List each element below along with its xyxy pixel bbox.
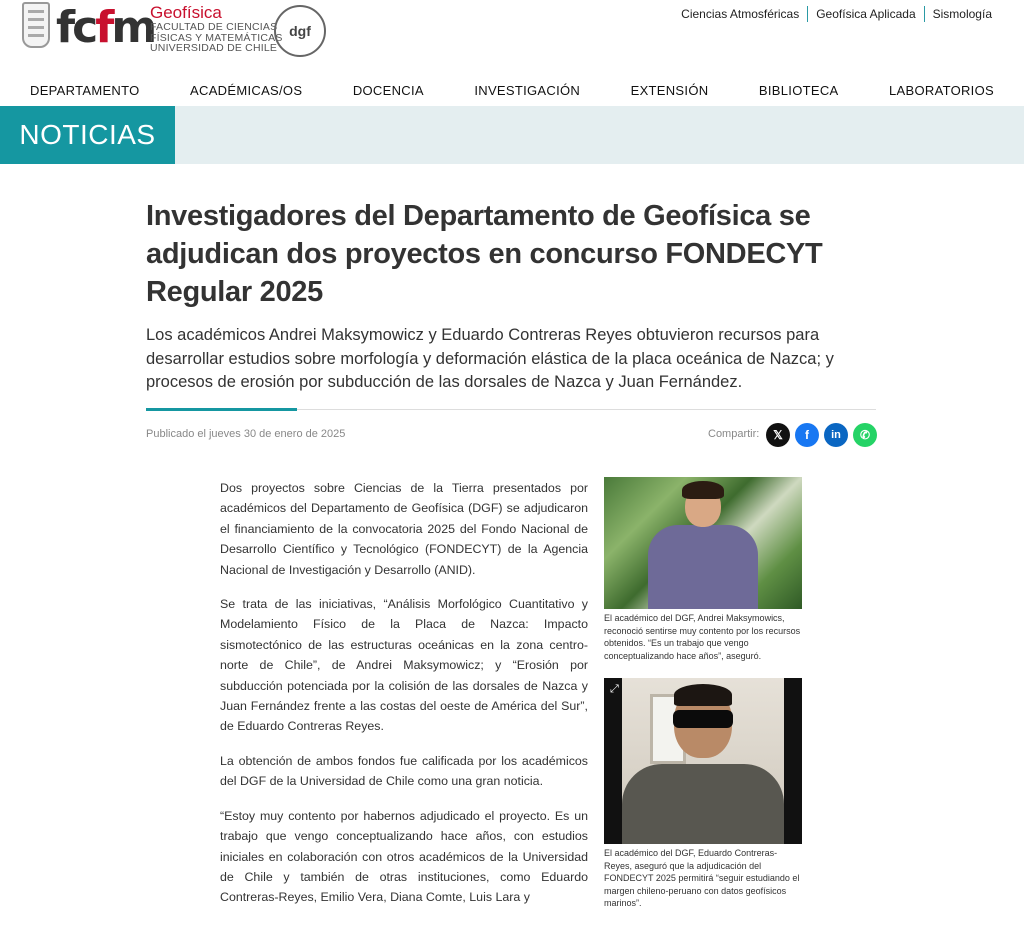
article-paragraph: Se trata de las iniciativas, “Análisis Morfológico Cuantitativo y Modelamiento Físico de la Placa de Nazca: Impacto sismotectónico de las estructuras oceánicas en la zona centro-norte de Chile”, de Andrei Maksymowicz; y “Erosión por subducción potenciada por la colisión de las dorsales de Nazca y Juan Fernández frente a las costas del oeste de América del Sur”, de Eduardo Contreras Reyes. — [220, 597, 588, 734]
divider-accent — [146, 408, 297, 411]
fcfm-logo[interactable] — [56, 2, 154, 54]
article-lead: Los académicos Andrei Maksymowicz y Eduardo Contreras Reyes obtuvieron recursos para desarrollar estudios sobre morfología y deformación elástica de la placa oceánica de Nazca; y procesos de erosión por subducción de las dorsales de Nazca y Juan Fernández. — [146, 326, 834, 391]
logo-text-part: f — [95, 2, 112, 53]
sunglasses — [673, 710, 733, 728]
photo-caption: El académico del DGF, Andrei Maksymowics, reconoció sentirse muy contento por los recursos obtenidos. “Es un trabajo que vengo conceptualizando hace años”, aseguró. — [604, 613, 801, 661]
department-subtitle: FACULTAD DE CIENCIAS — [150, 21, 278, 33]
nav-item-biblioteca[interactable]: BIBLIOTECA — [758, 82, 839, 98]
article-body — [220, 478, 588, 922]
university-crest-icon[interactable] — [22, 2, 50, 48]
person-figure — [682, 481, 724, 499]
top-link-sismologia[interactable]: Sismología — [924, 6, 1000, 22]
nav-item-investigacion[interactable]: INVESTIGACIÓN — [474, 82, 581, 98]
nav-item-academicas[interactable]: ACADÉMICAS/OS — [190, 82, 303, 98]
share-x-icon[interactable]: 𝕏 — [766, 423, 790, 447]
photo-caption: El académico del DGF, Eduardo Contreras-Reyes, aseguró que la adjudicación del FONDECYT 2025 permitirá “seguir estudiando el margen chileno-peruano con datos geofísicos marinos”. — [604, 848, 800, 908]
nav-item-laboratorios[interactable]: LABORATORIOS — [889, 82, 994, 98]
person-figure — [622, 764, 784, 844]
share-facebook-icon[interactable]: f — [795, 423, 819, 447]
article-title: Investigadores del Departamento de Geofísica se adjudican dos proyectos en concurso FONDECYT Regular 2025 — [146, 200, 823, 308]
share-whatsapp-icon[interactable]: ✆ — [853, 423, 877, 447]
top-link-ciencias-atmosfericas[interactable]: Ciencias Atmosféricas — [681, 7, 800, 21]
nav-item-departamento[interactable]: DEPARTAMENTO — [30, 82, 140, 98]
top-links — [673, 6, 1000, 22]
nav-item-docencia[interactable]: DOCENCIA — [352, 82, 424, 98]
main-nav — [0, 74, 1024, 106]
department-logo[interactable] — [150, 4, 283, 54]
department-subtitle: FÍSICAS Y MATEMÁTICAS — [150, 31, 283, 44]
nav-item-extension[interactable]: EXTENSIÓN — [630, 82, 709, 98]
person-figure — [674, 684, 732, 706]
photo-andrei-maksymowicz[interactable] — [604, 477, 802, 609]
article-paragraph: La obtención de ambos fondos fue calificada por los académicos del DGF de la Universidad de Chile como una gran noticia. — [220, 753, 588, 789]
dgf-logo[interactable]: dgf — [274, 5, 326, 57]
site-header — [0, 0, 1024, 70]
expand-icon[interactable]: ⤢ — [610, 683, 619, 695]
department-subtitle: UNIVERSIDAD DE CHILE — [150, 42, 278, 54]
department-title: Geofísica — [150, 3, 222, 22]
share-linkedin-icon[interactable]: in — [824, 423, 848, 447]
article-paragraph: Dos proyectos sobre Ciencias de la Tierra presentados por académicos del Departamento de Geofísica (DGF) se adjudicaron el financiamiento de la convocatoria 2025 del Fondo Nacional de Desarrollo Científico y Tecnológico (FONDECYT) de la Agencia Nacional de Investigación y Desarrollo (ANID). — [220, 481, 588, 577]
share-label: Compartir: — [708, 428, 760, 440]
published-date: Publicado el jueves 30 de enero de 2025 — [146, 428, 346, 440]
logo-text-part: fc — [56, 2, 96, 53]
article-paragraph: “Estoy muy contento por habernos adjudicado el proyecto. Es un trabajo que vengo conceptualizando hace años, con estudios iniciales en colaboración con otros académicos de la Universidad de Chile y también de otras instituciones, como Eduardo Contreras-Reyes, Emilio Vera, Diana Comte, Luis Lara y — [220, 808, 588, 905]
section-label: NOTICIAS — [0, 106, 175, 164]
person-figure — [648, 525, 758, 609]
photo-eduardo-contreras[interactable] — [604, 678, 802, 844]
section-banner — [0, 106, 1024, 164]
top-link-geofisica-aplicada[interactable]: Geofísica Aplicada — [807, 6, 923, 22]
logo-text-part: m — [111, 2, 155, 53]
